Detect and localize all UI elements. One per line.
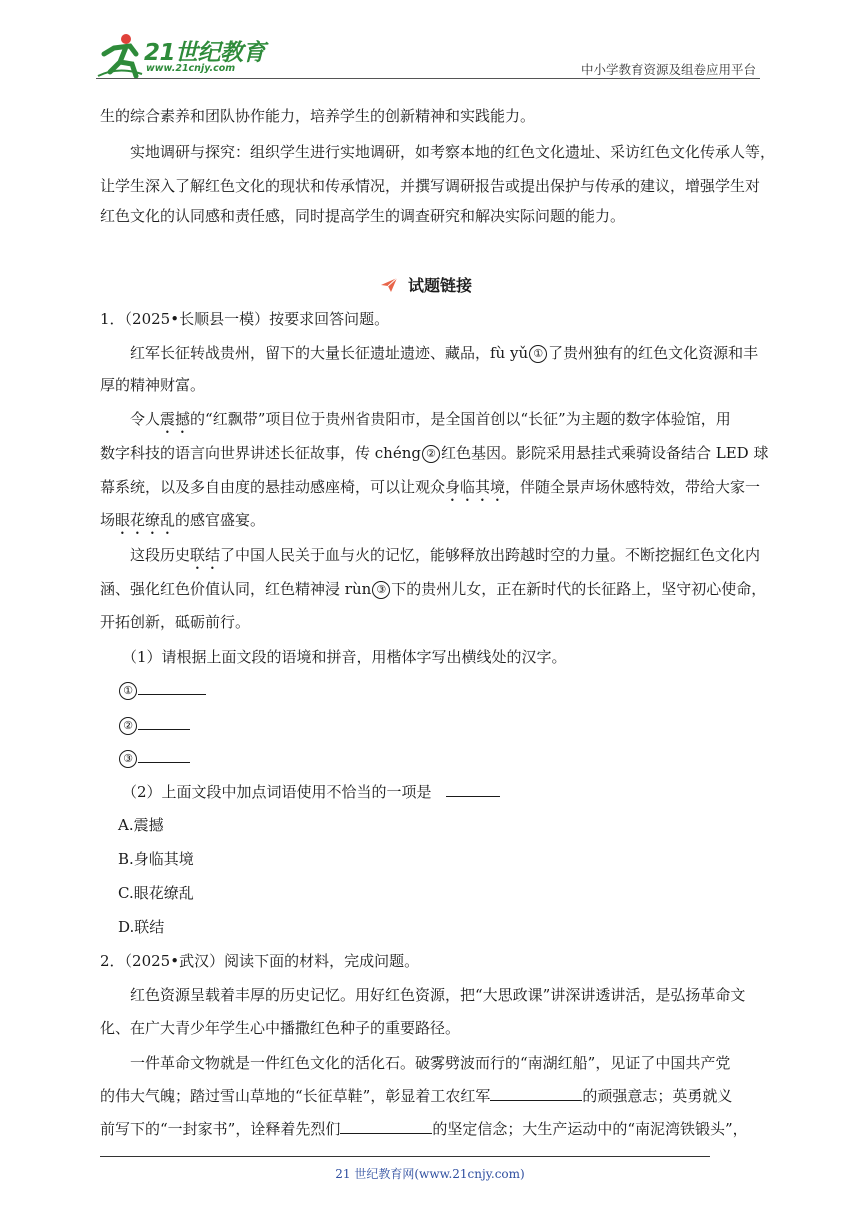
runner-logo-icon — [96, 32, 146, 78]
paragraph-line: 生的综合素养和团队协作能力，培养学生的创新精神和实践能力。 — [100, 107, 536, 125]
paragraph-line: 涵、强化红色价值认同，红色精神浸 rùn ③ 下的贵州儿女，正在新时代的长征路上，坚守初心使命， — [100, 580, 767, 598]
answer-blank[interactable] — [138, 680, 206, 695]
dotted-word: 眼花缭乱 — [115, 511, 176, 529]
header-divider — [96, 78, 760, 79]
site-logo — [96, 30, 266, 80]
blank-marker: ① — [529, 345, 547, 363]
footer-divider — [100, 1156, 710, 1157]
dotted-word: 震撼 — [160, 410, 191, 428]
footer-text[interactable]: 21 世纪教育网(www.21cnjy.com) — [335, 1167, 525, 1181]
paragraph-line: 一件革命文物就是一件红色文化的活化石。破雾劈波而行的“南湖红船”，见证了中国共产党 — [130, 1054, 731, 1072]
option-c[interactable]: C.眼花缭乱 — [118, 884, 194, 902]
paragraph-line: 实地调研与探究：组织学生进行实地调研，如考察本地的红色文化遗址、采访红色文化传承人等， — [130, 143, 776, 161]
option-a[interactable]: A.震撼 — [118, 816, 164, 834]
answer-blank[interactable] — [138, 715, 190, 730]
paragraph-line: 红色文化的认同感和责任感，同时提高学生的调查研究和解决实际问题的能力。 — [100, 207, 626, 225]
dotted-word: 联结 — [190, 546, 221, 564]
paragraph-line: 数字科技的语言向世界讲述长征故事，传 chéng ② 红色基因。影院采用悬挂式乘骑设备结合 LED 球 — [100, 444, 769, 462]
blank-marker: ③ — [372, 581, 390, 599]
dotted-word: 身临其境 — [445, 478, 506, 496]
option-b[interactable]: B.身临其境 — [118, 850, 194, 868]
blank-marker: ② — [422, 445, 440, 463]
paper-plane-icon — [380, 277, 398, 293]
section-title-text: 试题链接 — [408, 276, 473, 295]
option-d[interactable]: D.联结 — [118, 918, 165, 936]
paragraph-line: 前写下的“一封家书”，诠释着先烈们 的坚定信念；大生产运动中的“南泥湾铁锻头”， — [100, 1120, 748, 1138]
platform-name: 中小学教育资源及组卷应用平台 — [580, 62, 756, 77]
paragraph-line: 红军长征转战贵州，留下的大量长征遗址遗迹、藏品，fù yǔ ① 了贵州独有的红色文化资源和丰 — [130, 344, 759, 362]
section-title — [380, 273, 472, 296]
paragraph-line: 化、在广大青少年学生心中播撒红色种子的重要路径。 — [100, 1019, 461, 1037]
paragraph-line: 令人震撼的“红飘带”项目位于贵州省贵阳市，是全国首创以“长征”为主题的数字体验馆，用 — [130, 410, 731, 428]
answer-blank[interactable] — [490, 1086, 582, 1101]
answer-line-3: ③ — [118, 748, 782, 768]
paragraph-line: 红色资源呈载着丰厚的历史记忆。用好红色资源，把“大思政课”讲深讲透讲活，是弘扬革命文 — [130, 986, 746, 1004]
paragraph-line: 这段历史联结了中国人民关于血与火的记忆，能够释放出跨越时空的力量。不断挖掘红色文化内 — [130, 546, 761, 564]
answer-line-1: ① — [118, 680, 782, 700]
answer-blank[interactable] — [446, 782, 500, 797]
paragraph-line: 开拓创新，砥砺前行。 — [100, 613, 251, 631]
paragraph-line: 幕系统，以及多自由度的悬挂动感座椅，可以让观众身临其境，伴随全景声场休感特效，带给大家一 — [100, 478, 761, 496]
paragraph-line: 厚的精神财富。 — [100, 376, 206, 394]
question-1-heading: 1．（2025•长顺县一模）按要求回答问题。 — [100, 310, 390, 328]
sub-question-2: （2）上面文段中加点词语使用不恰当的一项是 — [122, 782, 786, 802]
paragraph-line: 的伟大气魄；踏过雪山草地的“长征草鞋”，彰显着工农红军 的顽强意志；英勇就义 — [100, 1087, 733, 1105]
answer-blank[interactable] — [138, 748, 190, 763]
sub-question-1: （1）请根据上面文段的语境和拼音，用楷体字写出横线处的汉字。 — [122, 648, 567, 666]
logo-url: www.21cnjy.com — [146, 63, 236, 74]
paragraph-line: 让学生深入了解红色文化的现状和传承情况，并撰写调研报告或提出保护与传承的建议，增强学生对 — [100, 177, 761, 195]
answer-blank[interactable] — [340, 1119, 432, 1134]
paragraph-line: 场眼花缭乱的感官盛宴。 — [100, 511, 266, 529]
question-2-heading: 2．（2025•武汉）阅读下面的材料，完成问题。 — [100, 952, 420, 970]
answer-line-2: ② — [118, 715, 782, 735]
logo-text: 21世纪教育 — [144, 40, 266, 66]
